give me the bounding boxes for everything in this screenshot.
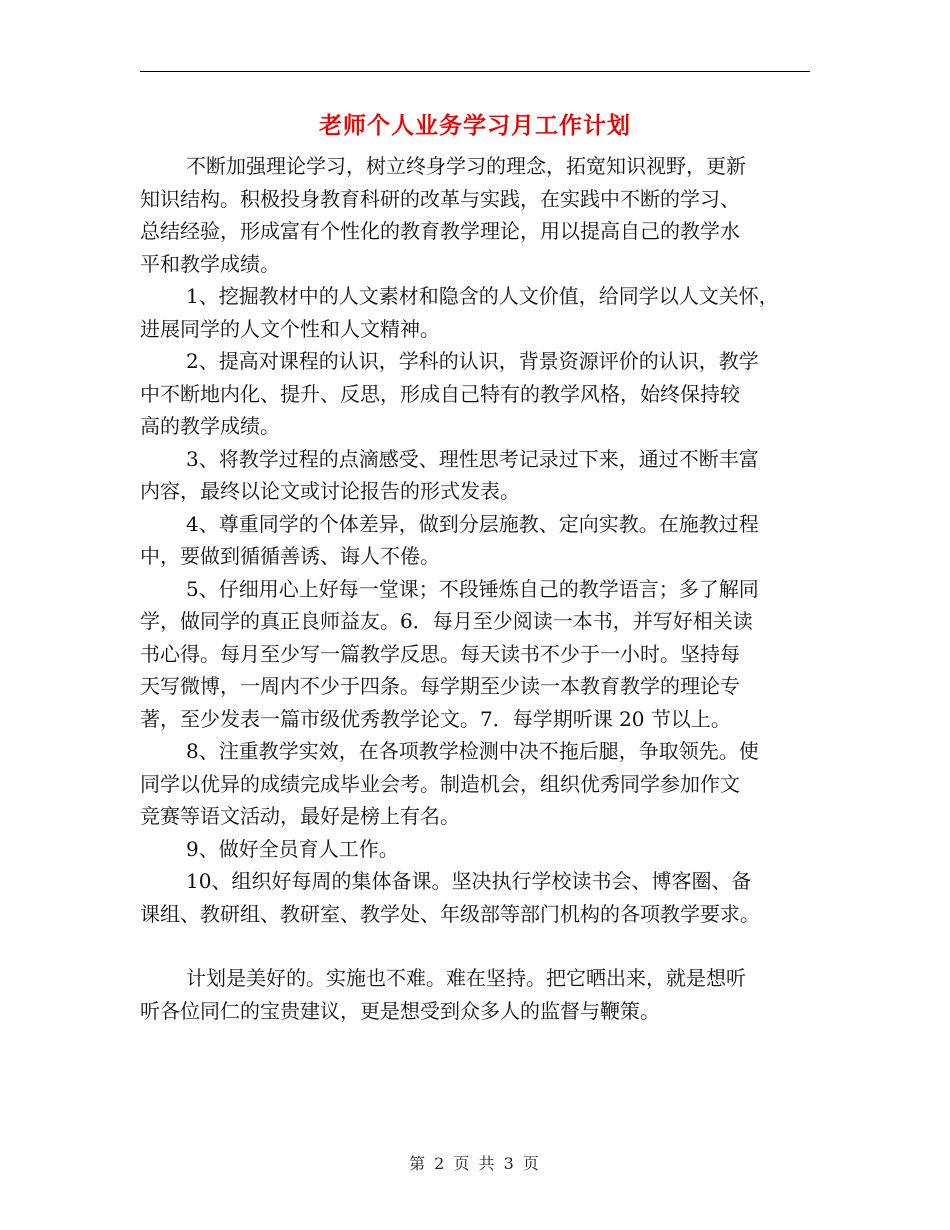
text-line: 中，要做到循循善诱、诲人不倦。 <box>140 544 440 568</box>
paragraph-spacer <box>140 930 810 962</box>
document-body <box>140 150 810 1027</box>
text-line: 4、尊重同学的个体差异，做到分层施教、定向实教。在施教过程 <box>186 511 759 536</box>
text-line: 9、做好全员育人工作。 <box>186 836 399 861</box>
text-line: 著，至少发表一篇市级优秀教学论文。7．每学期听课 20 节以上。 <box>140 706 731 731</box>
paragraph-intro <box>140 150 810 280</box>
text-line: 总结经验，形成富有个性化的教育教学理论，用以提高自己的教学水 <box>140 219 740 243</box>
paragraph-item-9 <box>140 833 810 866</box>
header-rule <box>140 71 810 72</box>
text-line: 1、挖掘教材中的人文素材和隐含的人文价值，给同学以人文关怀， <box>186 284 779 308</box>
paragraph-item-5 <box>140 573 810 736</box>
text-line: 天写微博，一周内不少于四条。每学期至少读一本教育教学的理论专 <box>140 674 740 698</box>
text-line: 不断加强理论学习，树立终身学习的理念，拓宽知识视野，更新 <box>186 154 746 178</box>
text-line: 中不断地内化、提升、反思，形成自己特有的教学风格，始终保持较 <box>140 381 740 406</box>
text-line: 同学以优异的成绩完成毕业会考。制造机会，组织优秀同学参加作文 <box>140 771 740 796</box>
text-line: 书心得。每月至少写一篇教学反思。每天读书不少于一小时。坚持每 <box>140 641 740 666</box>
paragraph-item-1 <box>140 280 810 345</box>
text-line: 进展同学的人文个性和人文精神。 <box>140 316 440 341</box>
text-line: 3、将教学过程的点滴感受、理性思考记录过下来，通过不断丰富 <box>186 446 759 471</box>
text-line: 高的教学成绩。 <box>140 414 280 438</box>
text-line: 5、仔细用心上好每一堂课；不段锤炼自己的教学语言；多了解同 <box>186 576 759 601</box>
text-line: 2、提高对课程的认识，学科的认识，背景资源评价的认识，教学 <box>186 349 759 373</box>
paragraph-item-3 <box>140 443 810 508</box>
text-line: 平和教学成绩。 <box>140 251 280 276</box>
text-line: 听各位同仁的宝贵建议，更是想受到众多人的监督与鞭策。 <box>140 998 660 1023</box>
paragraph-closing <box>140 962 810 1027</box>
text-line: 课组、教研组、教研室、教学处、年级部等部门机构的各项教学要求。 <box>140 901 760 926</box>
document-title: 老师个人业务学习月工作计划 <box>319 112 631 139</box>
text-line: 8、注重教学实效，在各项教学检测中决不拖后腿，争取领先。使 <box>186 739 759 763</box>
paragraph-item-8 <box>140 735 810 833</box>
text-line: 知识结构。积极投身教育科研的改革与实践，在实践中不断的学习、 <box>140 186 740 211</box>
text-line: 10、组织好每周的集体备课。坚决执行学校读书会、博客圈、备 <box>186 869 752 893</box>
page-number: 第 2 页 共 3 页 <box>409 1154 541 1173</box>
text-line: 学，做同学的真正良师益友。6．每月至少阅读一本书，并写好相关读 <box>140 609 753 633</box>
text-line: 计划是美好的。实施也不难。难在坚持。把它晒出来，就是想听 <box>186 966 746 990</box>
text-line: 竞赛等语文活动，最好是榜上有名。 <box>140 804 460 828</box>
paragraph-item-2 <box>140 345 810 443</box>
text-line: 内容，最终以论文或讨论报告的形式发表。 <box>140 479 520 503</box>
paragraph-item-4 <box>140 508 810 573</box>
paragraph-item-10 <box>140 865 810 930</box>
